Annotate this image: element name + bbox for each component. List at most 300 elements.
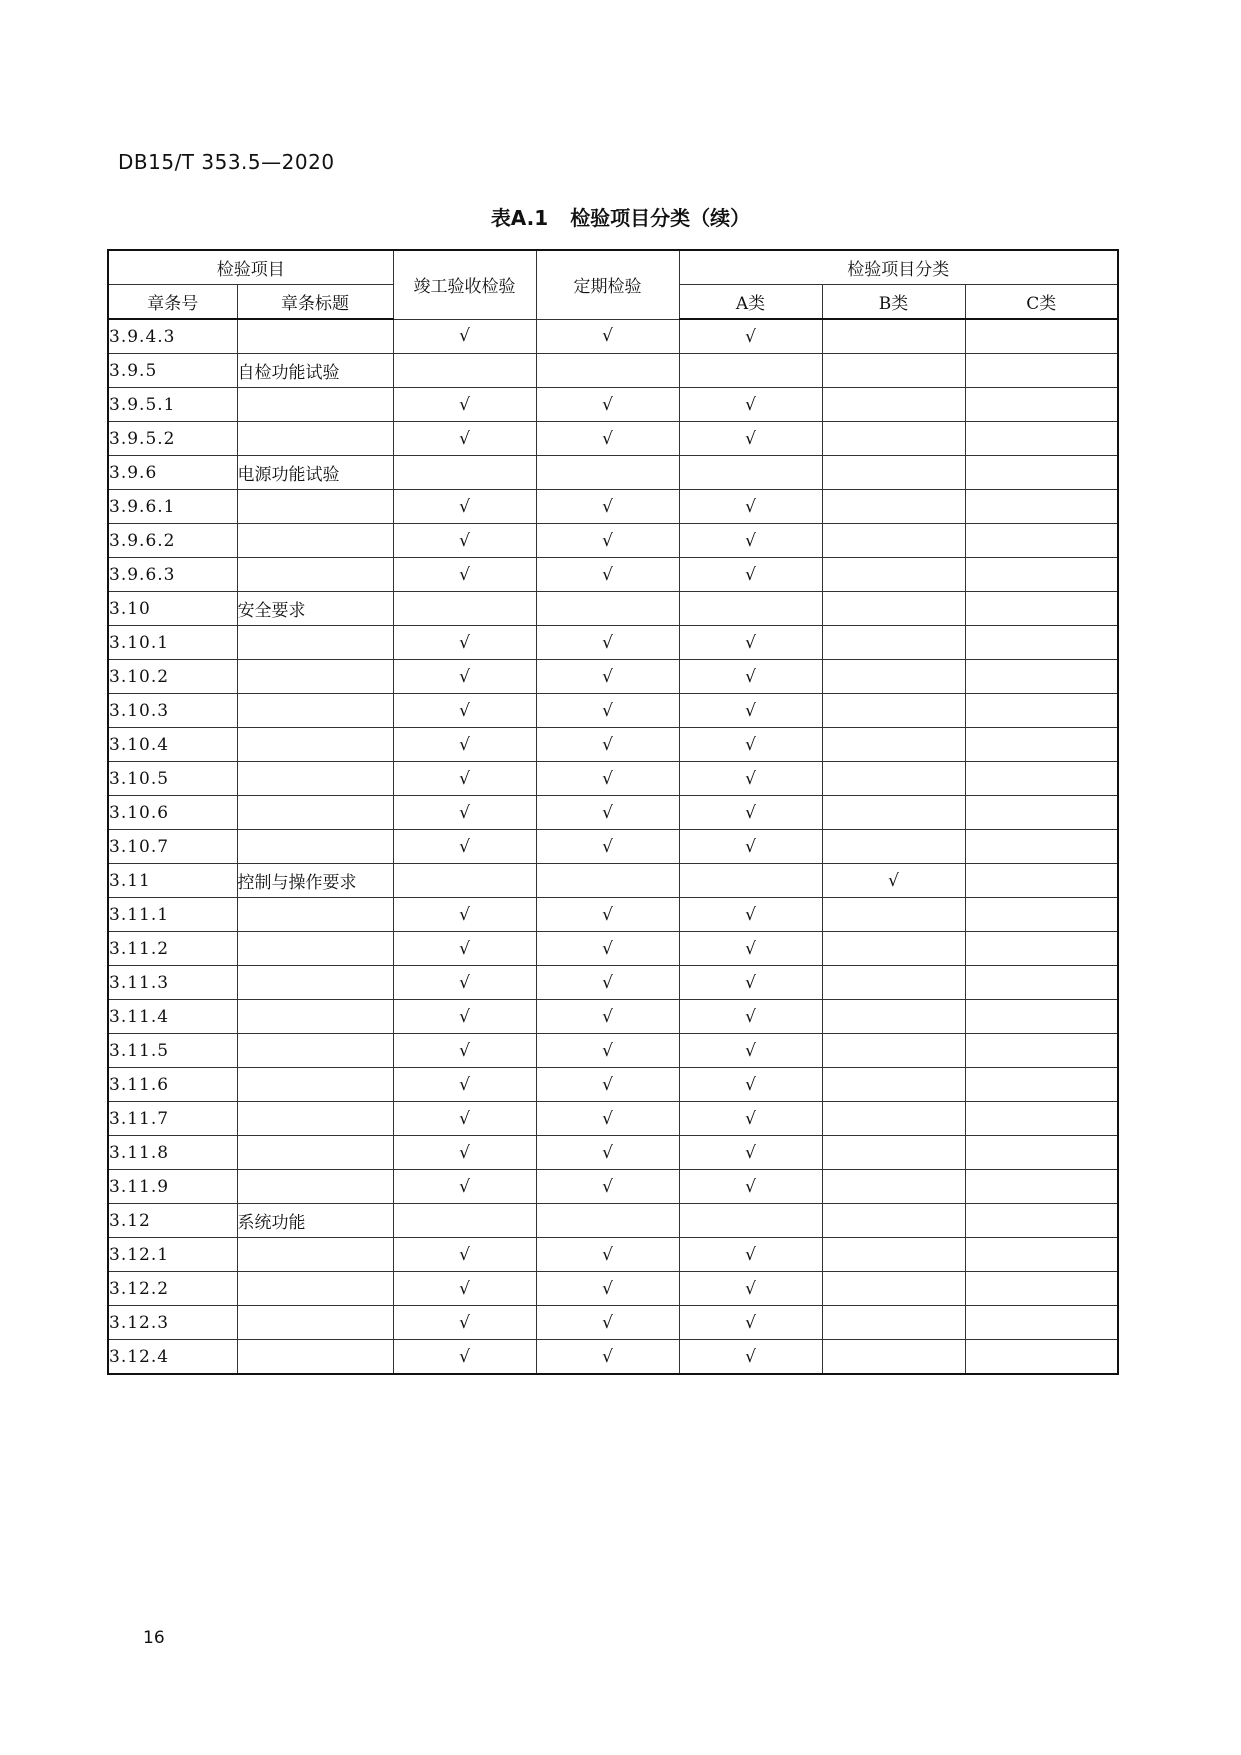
periodic-check-cell [536,898,679,932]
table-row [108,1034,1118,1068]
category-a-check-cell [679,796,822,830]
category-a-check-cell [679,728,822,762]
clause-title-cell [237,796,393,830]
category-c-check-cell [965,1034,1118,1068]
periodic-check-cell [536,694,679,728]
category-c-check-cell [965,1000,1118,1034]
clause-title-cell [237,319,393,354]
category-b-check-cell [822,1306,965,1340]
check-mark-icon: √ [602,1108,613,1129]
check-mark-icon: √ [459,1176,470,1197]
category-a-check-cell [679,592,822,626]
category-b-check-cell [822,490,965,524]
clause-number-cell: 3.10 [108,592,237,626]
category-c-check-cell [965,1306,1118,1340]
clause-number-cell: 3.11.5 [108,1034,237,1068]
category-c-check-cell [965,1238,1118,1272]
category-c-check-cell [965,932,1118,966]
inspection-classification-table [107,249,1119,1375]
table-row [108,319,1118,354]
check-mark-icon: √ [459,1142,470,1163]
check-mark-icon: √ [602,632,613,653]
clause-number-cell: 3.10.6 [108,796,237,830]
category-b-check-cell [822,762,965,796]
category-a-check-cell [679,1238,822,1272]
clause-number-cell: 3.11.7 [108,1102,237,1136]
check-mark-icon: √ [459,1278,470,1299]
table-row [108,1068,1118,1102]
periodic-check-cell [536,490,679,524]
clause-title-cell: 安全要求 [237,592,393,626]
check-mark-icon: √ [602,530,613,551]
check-mark-icon: √ [745,768,756,789]
category-c-check-cell [965,694,1118,728]
completion-check-cell [393,490,536,524]
category-b-check-cell [822,1034,965,1068]
periodic-check-cell [536,660,679,694]
completion-check-cell [393,830,536,864]
clause-title-cell [237,1136,393,1170]
periodic-check-cell [536,1136,679,1170]
check-mark-icon: √ [745,904,756,925]
category-b-check-cell [822,354,965,388]
check-mark-icon: √ [602,666,613,687]
clause-title-cell: 电源功能试验 [237,456,393,490]
category-b-check-cell [822,898,965,932]
check-mark-icon: √ [602,1346,613,1367]
category-a-check-cell [679,1102,822,1136]
check-mark-icon: √ [745,666,756,687]
table-row [108,1136,1118,1170]
periodic-check-cell [536,1034,679,1068]
check-mark-icon: √ [459,1312,470,1333]
table-caption-number: 表A.1 [490,206,549,230]
completion-check-cell [393,626,536,660]
category-c-check-cell [965,966,1118,1000]
category-a-check-cell [679,490,822,524]
completion-check-cell [393,422,536,456]
clause-number-cell: 3.11.9 [108,1170,237,1204]
category-a-check-cell [679,524,822,558]
check-mark-icon: √ [745,564,756,585]
table-header [108,250,1118,319]
table-row [108,1306,1118,1340]
completion-check-cell [393,932,536,966]
clause-title-cell: 控制与操作要求 [237,864,393,898]
category-b-check-cell [822,319,965,354]
check-mark-icon: √ [602,428,613,449]
category-c-check-cell [965,490,1118,524]
check-mark-icon: √ [745,700,756,721]
table-row [108,728,1118,762]
header-clause-no: 章条号 [108,285,237,320]
check-mark-icon: √ [602,394,613,415]
periodic-check-cell [536,1068,679,1102]
check-mark-icon: √ [602,802,613,823]
periodic-check-cell [536,422,679,456]
table-row [108,1238,1118,1272]
table-row [108,1170,1118,1204]
table-row [108,354,1118,388]
check-mark-icon: √ [602,904,613,925]
category-a-check-cell [679,660,822,694]
clause-title-cell [237,1340,393,1375]
check-mark-icon: √ [459,666,470,687]
clause-title-cell [237,1238,393,1272]
periodic-check-cell [536,1102,679,1136]
table-row [108,898,1118,932]
category-c-check-cell [965,422,1118,456]
check-mark-icon: √ [459,326,470,347]
check-mark-icon: √ [459,1346,470,1367]
category-b-check-cell [822,932,965,966]
category-c-check-cell [965,388,1118,422]
clause-title-cell [237,490,393,524]
table-row [108,1272,1118,1306]
category-a-check-cell [679,1204,822,1238]
table-row [108,422,1118,456]
check-mark-icon: √ [745,1074,756,1095]
table-row [108,1340,1118,1375]
check-mark-icon: √ [459,632,470,653]
clause-title-cell [237,966,393,1000]
periodic-check-cell [536,388,679,422]
completion-check-cell [393,660,536,694]
category-a-check-cell [679,864,822,898]
clause-title-cell [237,660,393,694]
category-b-check-cell [822,1102,965,1136]
category-a-check-cell [679,422,822,456]
check-mark-icon: √ [745,326,756,347]
table-row [108,864,1118,898]
category-b-check-cell [822,388,965,422]
clause-number-cell: 3.12.2 [108,1272,237,1306]
completion-check-cell [393,1068,536,1102]
category-b-check-cell [822,1272,965,1306]
clause-title-cell [237,830,393,864]
category-c-check-cell [965,728,1118,762]
completion-check-cell [393,694,536,728]
check-mark-icon: √ [745,938,756,959]
table-row [108,1102,1118,1136]
completion-check-cell [393,558,536,592]
clause-title-cell [237,1306,393,1340]
table-row [108,388,1118,422]
category-b-check-cell [822,592,965,626]
clause-number-cell: 3.11.1 [108,898,237,932]
clause-number-cell: 3.12 [108,1204,237,1238]
completion-check-cell [393,1170,536,1204]
periodic-check-cell [536,1000,679,1034]
category-b-check-cell [822,728,965,762]
clause-number-cell: 3.9.6.3 [108,558,237,592]
table-row [108,830,1118,864]
clause-number-cell: 3.11.3 [108,966,237,1000]
category-c-check-cell [965,1340,1118,1375]
completion-check-cell [393,966,536,1000]
category-c-check-cell [965,354,1118,388]
completion-check-cell [393,762,536,796]
category-c-check-cell [965,1102,1118,1136]
clause-title-cell [237,762,393,796]
table-row [108,932,1118,966]
clause-number-cell: 3.10.3 [108,694,237,728]
clause-number-cell: 3.9.5 [108,354,237,388]
category-b-check-cell [822,830,965,864]
table-row [108,524,1118,558]
category-c-check-cell [965,456,1118,490]
category-b-check-cell [822,1340,965,1375]
periodic-check-cell [536,1170,679,1204]
category-c-check-cell [965,558,1118,592]
clause-title-cell: 自检功能试验 [237,354,393,388]
completion-check-cell [393,354,536,388]
clause-number-cell: 3.10.1 [108,626,237,660]
check-mark-icon: √ [602,1312,613,1333]
clause-number-cell: 3.10.2 [108,660,237,694]
check-mark-icon: √ [602,700,613,721]
periodic-check-cell [536,456,679,490]
check-mark-icon: √ [745,530,756,551]
check-mark-icon: √ [602,768,613,789]
periodic-check-cell [536,728,679,762]
clause-number-cell: 3.12.1 [108,1238,237,1272]
table-row [108,1000,1118,1034]
periodic-check-cell [536,354,679,388]
clause-title-cell [237,1102,393,1136]
clause-title-cell [237,422,393,456]
table-row [108,592,1118,626]
category-a-check-cell [679,388,822,422]
category-c-check-cell [965,1136,1118,1170]
clause-number-cell: 3.12.4 [108,1340,237,1375]
clause-number-cell: 3.10.4 [108,728,237,762]
table-row [108,762,1118,796]
category-a-check-cell [679,354,822,388]
category-b-check-cell [822,1000,965,1034]
category-a-check-cell [679,1340,822,1375]
document-code: DB15/T 353.5—2020 [118,150,335,174]
clause-title-cell [237,1170,393,1204]
check-mark-icon: √ [745,972,756,993]
completion-check-cell [393,388,536,422]
table-caption-text: 检验项目分类（续） [570,206,751,230]
check-mark-icon: √ [745,1278,756,1299]
category-a-check-cell [679,1034,822,1068]
clause-title-cell [237,1272,393,1306]
category-b-check-cell [822,524,965,558]
header-clause-title: 章条标题 [237,285,393,320]
check-mark-icon: √ [459,1074,470,1095]
periodic-check-cell [536,966,679,1000]
clause-number-cell: 3.11.8 [108,1136,237,1170]
category-c-check-cell [965,592,1118,626]
periodic-check-cell [536,932,679,966]
clause-number-cell: 3.9.4.3 [108,319,237,354]
category-c-check-cell [965,319,1118,354]
clause-number-cell: 3.9.5.1 [108,388,237,422]
clause-title-cell [237,626,393,660]
category-b-check-cell [822,422,965,456]
check-mark-icon: √ [745,1108,756,1129]
check-mark-icon: √ [745,1312,756,1333]
category-c-check-cell [965,898,1118,932]
periodic-check-cell [536,1204,679,1238]
check-mark-icon: √ [745,1006,756,1027]
completion-check-cell [393,1136,536,1170]
category-c-check-cell [965,1068,1118,1102]
category-c-check-cell [965,524,1118,558]
check-mark-icon: √ [459,972,470,993]
check-mark-icon: √ [459,530,470,551]
check-mark-icon: √ [745,1142,756,1163]
clause-title-cell: 系统功能 [237,1204,393,1238]
category-a-check-cell [679,1170,822,1204]
periodic-check-cell [536,319,679,354]
category-c-check-cell [965,626,1118,660]
check-mark-icon: √ [602,1006,613,1027]
category-b-check-cell [822,1204,965,1238]
completion-check-cell [393,728,536,762]
check-mark-icon: √ [602,1142,613,1163]
check-mark-icon: √ [459,938,470,959]
category-c-check-cell [965,762,1118,796]
category-c-check-cell [965,1170,1118,1204]
check-mark-icon: √ [602,1176,613,1197]
category-a-check-cell [679,1136,822,1170]
category-a-check-cell [679,932,822,966]
completion-check-cell [393,1102,536,1136]
clause-number-cell: 3.11.2 [108,932,237,966]
category-b-check-cell [822,558,965,592]
category-a-check-cell [679,966,822,1000]
table-row [108,490,1118,524]
completion-check-cell [393,1340,536,1375]
completion-check-cell [393,1034,536,1068]
periodic-check-cell [536,626,679,660]
category-b-check-cell [822,1136,965,1170]
check-mark-icon: √ [745,802,756,823]
category-b-check-cell [822,796,965,830]
table-row [108,966,1118,1000]
clause-title-cell [237,694,393,728]
category-c-check-cell [965,830,1118,864]
check-mark-icon: √ [602,564,613,585]
category-a-check-cell [679,456,822,490]
periodic-check-cell [536,830,679,864]
category-a-check-cell [679,319,822,354]
category-a-check-cell [679,1000,822,1034]
check-mark-icon: √ [602,1244,613,1265]
header-category-c: C类 [965,285,1118,320]
table-row [108,660,1118,694]
check-mark-icon: √ [459,1108,470,1129]
periodic-check-cell [536,1306,679,1340]
page-number: 16 [143,1628,165,1648]
completion-check-cell [393,796,536,830]
check-mark-icon: √ [602,1074,613,1095]
check-mark-icon: √ [602,972,613,993]
table-row [108,796,1118,830]
clause-number-cell: 3.10.7 [108,830,237,864]
check-mark-icon: √ [888,870,899,891]
check-mark-icon: √ [745,394,756,415]
periodic-check-cell [536,1272,679,1306]
check-mark-icon: √ [459,904,470,925]
periodic-check-cell [536,1340,679,1375]
check-mark-icon: √ [459,1006,470,1027]
clause-title-cell [237,1000,393,1034]
category-b-check-cell [822,1068,965,1102]
category-b-check-cell [822,1170,965,1204]
category-b-check-cell [822,864,965,898]
category-a-check-cell [679,830,822,864]
completion-check-cell [393,456,536,490]
clause-title-cell [237,1034,393,1068]
table-body [108,319,1118,1374]
check-mark-icon: √ [459,734,470,755]
check-mark-icon: √ [602,326,613,347]
header-completion-inspection: 竣工验收检验 [393,250,536,319]
category-a-check-cell [679,1306,822,1340]
completion-check-cell [393,1306,536,1340]
completion-check-cell [393,1238,536,1272]
header-item-group: 检验项目 [108,250,393,285]
clause-title-cell [237,898,393,932]
header-periodic-inspection: 定期检验 [536,250,679,319]
check-mark-icon: √ [602,1040,613,1061]
clause-title-cell [237,728,393,762]
category-a-check-cell [679,1272,822,1306]
table-caption [0,202,1241,231]
category-a-check-cell [679,898,822,932]
category-b-check-cell [822,456,965,490]
check-mark-icon: √ [745,428,756,449]
category-c-check-cell [965,864,1118,898]
completion-check-cell [393,1000,536,1034]
category-b-check-cell [822,626,965,660]
clause-number-cell: 3.11.6 [108,1068,237,1102]
category-b-check-cell [822,1238,965,1272]
check-mark-icon: √ [459,768,470,789]
check-mark-icon: √ [459,700,470,721]
clause-number-cell: 3.11.4 [108,1000,237,1034]
completion-check-cell [393,898,536,932]
category-c-check-cell [965,660,1118,694]
clause-number-cell: 3.11 [108,864,237,898]
clause-title-cell [237,932,393,966]
category-a-check-cell [679,558,822,592]
clause-number-cell: 3.9.6.2 [108,524,237,558]
periodic-check-cell [536,592,679,626]
category-b-check-cell [822,694,965,728]
completion-check-cell [393,1204,536,1238]
check-mark-icon: √ [459,496,470,517]
table-row [108,694,1118,728]
check-mark-icon: √ [745,1040,756,1061]
clause-number-cell: 3.9.5.2 [108,422,237,456]
category-b-check-cell [822,660,965,694]
category-a-check-cell [679,626,822,660]
table-row [108,1204,1118,1238]
periodic-check-cell [536,1238,679,1272]
clause-number-cell: 3.10.5 [108,762,237,796]
header-category-group: 检验项目分类 [679,250,1118,285]
periodic-check-cell [536,762,679,796]
category-a-check-cell [679,1068,822,1102]
completion-check-cell [393,524,536,558]
periodic-check-cell [536,558,679,592]
